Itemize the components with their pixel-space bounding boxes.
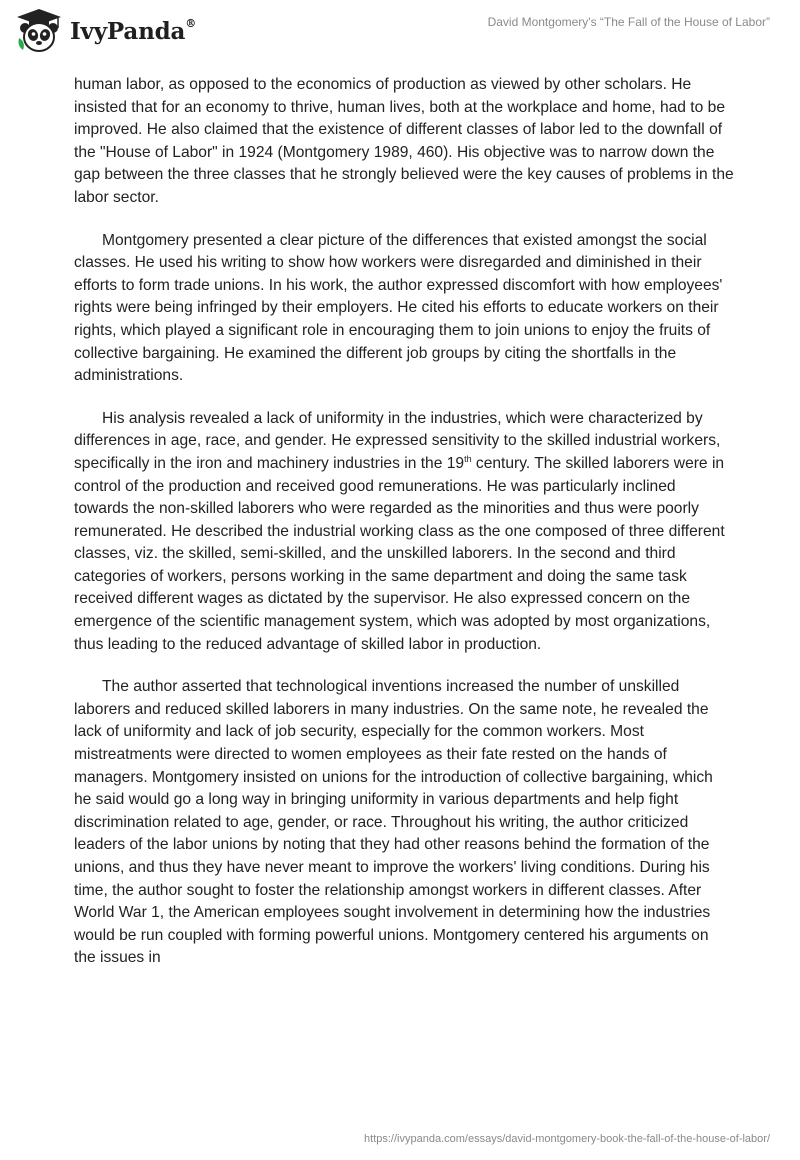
paragraph-3-part-a: His analysis revealed a lack of uniformity in the industries, which were characterized by differences in age, race, and gender. He expressed sensitivity to the skilled industrial workers, specifically in the iron and machinery industries in the 19 bbox=[74, 409, 721, 472]
ordinal-superscript: th bbox=[464, 453, 472, 464]
page-header bbox=[0, 0, 800, 64]
logo-wordmark: IvyPanda® bbox=[70, 16, 196, 45]
source-url[interactable]: https://ivypanda.com/essays/david-montgomery-book-the-fall-of-the-house-of-labor/ bbox=[364, 1133, 770, 1145]
document-title: David Montgomery's “The Fall of the House of Labor” bbox=[487, 15, 770, 29]
paragraph-2: Montgomery presented a clear picture of the differences that existed amongst the social classes. He used his writing to show how workers were disregarded and diminished in their efforts to form trade unions. In his work, the author expressed discomfort with how employees' rights were being infringed by their employers. He cited his efforts to educate workers on their rights, which played a significant role in encouraging them to join unions to enjoy the fruits of collective bargaining. He examined the different job groups by citing the shortfalls in the administrations. bbox=[74, 231, 723, 385]
registered-mark: ® bbox=[185, 16, 196, 30]
paragraph-3 bbox=[74, 408, 734, 657]
paragraph-1: human labor, as opposed to the economics of production as viewed by other scholars. He insisted that for an economy to thrive, human lives, both at the workplace and home, had to be improved. He also claimed that the existence of different classes of labor led to the downfall of the "House of Labor" in 1924 (Montgomery 1989, 460). His objective was to narrow down the gap between the three classes that he strongly believed were the key causes of problems in the labor sector. bbox=[74, 76, 734, 206]
panda-graduate-icon bbox=[14, 8, 64, 54]
paragraph-3-part-b: century. The skilled laborers were in control of the production and received good remunerations. He was particularly inclined towards the non-skilled laborers who were regarded as the minorities and thus were poorly remunerated. He described the industrial working class as the one composed of three different classes, viz. the skilled, semi-skilled, and the unskilled laborers. In the second and third categories of workers, persons working in the same department and doing the same task received different wages as dictated by the supervisor. He also expressed concern on the emergence of the scientific management system, which was adopted by most organizations, thus leading to the reduced advantage of skilled labor in production. bbox=[74, 454, 725, 653]
ivypanda-logo[interactable] bbox=[14, 8, 196, 54]
essay-body bbox=[74, 74, 734, 990]
paragraph-4: The author asserted that technological inventions increased the number of unskilled laborers and reduced skilled laborers in many industries. On the same note, he revealed the lack of uniformity and lack of job security, especially for the common workers. Most mistreatments were directed to women employees as their fate rested on the hands of managers. Montgomery insisted on unions for the introduction of collective bargaining, which he said would go a long way in bringing uniformity in various departments and help fight discrimination related to age, gender, or race. Throughout his writing, the author criticized leaders of the labor unions by noting that they had other reasons behind the formation of the unions, and thus they have never meant to improve the workers' living conditions. During his time, the author sought to foster the relationship amongst workers in different classes. After World War 1, the American employees sought involvement in determining how the industries would be run coupled with forming powerful unions. Montgomery centered his arguments on the issues in bbox=[74, 678, 713, 967]
